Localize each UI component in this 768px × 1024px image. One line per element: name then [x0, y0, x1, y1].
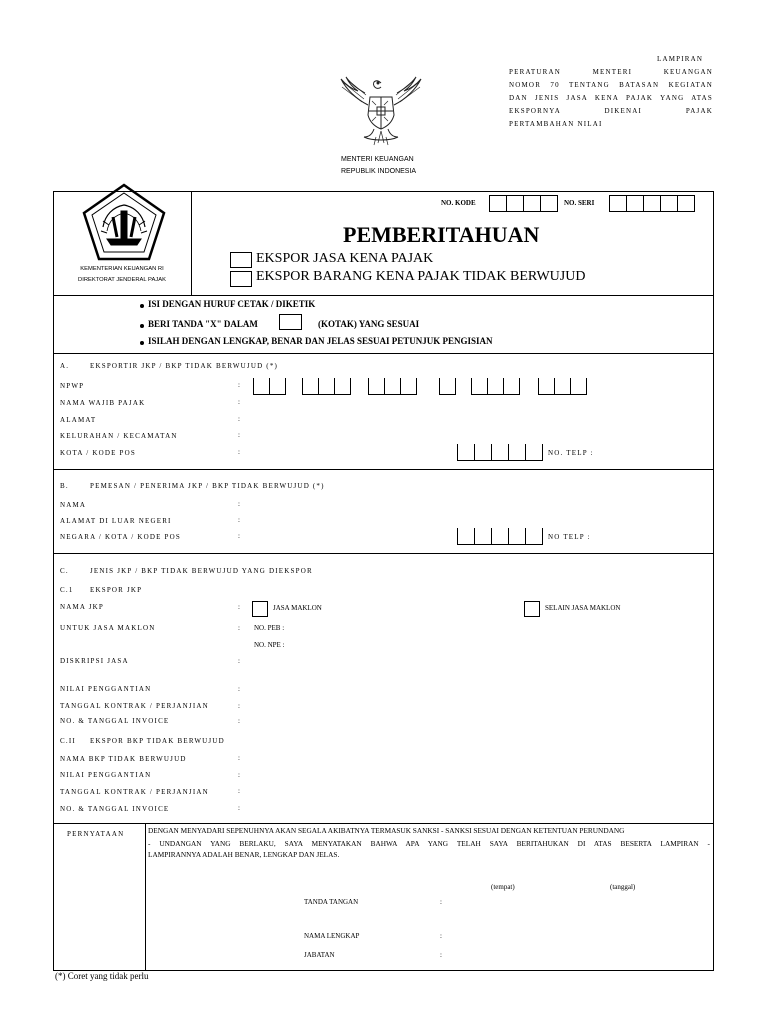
npwp-digit-box[interactable] [253, 378, 270, 395]
kode-pos-digit-box[interactable] [491, 528, 509, 545]
colon: : [238, 624, 240, 632]
tanggal-label: (tanggal) [610, 883, 636, 891]
colon: : [238, 717, 240, 725]
divider-section-b [53, 553, 714, 554]
field-label-npwp: NPWP [60, 382, 85, 390]
garuda-emblem-icon [338, 75, 424, 147]
npwp-digit-box[interactable] [471, 378, 488, 395]
bullet-icon [140, 304, 144, 308]
no-seri-digit-box[interactable] [643, 195, 661, 212]
agency-line-2: DIREKTORAT JENDERAL PAJAK [78, 277, 166, 283]
colon: : [238, 381, 240, 389]
npwp-digit-box[interactable] [368, 378, 385, 395]
pernyataan-line-2: - UNDANGAN YANG BERLAKU, SAYA MENYATAKAN BAHWA APA YANG TELAH SAYA BERITAHUKAN DI ATAS BESERTA LAMPIRAN - [148, 839, 710, 848]
pernyataan-divider [145, 823, 146, 971]
colon: : [238, 500, 240, 508]
section-a-letter: A. [60, 362, 70, 370]
npwp-digit-box[interactable] [570, 378, 587, 395]
instruction-3: ISILAH DENGAN LENGKAP, BENAR DAN JELAS SESUAI PETUNJUK PENGISIAN [148, 336, 493, 346]
pernyataan-line-1: DENGAN MENYADARI SEPENUHNYA AKAN SEGALA AKIBATNYA TERMASUK SANKSI - SANKSI SESUAI DENGAN KETENTUAN PERUNDANG [148, 826, 625, 835]
colon: : [238, 657, 240, 665]
npwp-digit-box[interactable] [439, 378, 456, 395]
logo-divider [191, 191, 192, 295]
colon: : [440, 951, 442, 959]
npwp-digit-box[interactable] [269, 378, 286, 395]
c1-code: C.1 [60, 586, 74, 594]
section-c-title: JENIS JKP / BKP TIDAK BERWUJUD YANG DIEKSPOR [90, 567, 313, 575]
colon: : [238, 431, 240, 439]
field-label-nilai-penggantian: NILAI PENGGANTIAN [60, 685, 152, 693]
kode-pos-digit-box[interactable] [491, 444, 509, 461]
no-npe-label: NO. NPE : [254, 641, 285, 649]
colon: : [238, 804, 240, 812]
npwp-digit-box[interactable] [538, 378, 555, 395]
colon: : [238, 603, 240, 611]
section-b-letter: B. [60, 482, 69, 490]
regulation-line-3: DAN JENIS JASA KENA PAJAK YANG ATAS [509, 94, 713, 102]
selain-jasa-maklon-label: SELAIN JASA MAKLON [545, 604, 621, 612]
pernyataan-label: PERNYATAAN [67, 830, 125, 838]
field-label-nama: NAMA [60, 501, 87, 509]
jabatan-label: JABATAN [304, 951, 335, 959]
agency-line-1: KEMENTERIAN KEUANGAN RI [80, 266, 164, 272]
npwp-digit-box[interactable] [384, 378, 401, 395]
colon: : [238, 516, 240, 524]
instruction-1: ISI DENGAN HURUF CETAK / DIKETIK [148, 299, 316, 309]
instruction-2a: BERI TANDA "X" DALAM [148, 319, 258, 329]
colon: : [440, 932, 442, 940]
kemenkeu-logo-icon [79, 181, 169, 263]
colon: : [238, 685, 240, 693]
colon: : [238, 771, 240, 779]
npwp-digit-box[interactable] [318, 378, 335, 395]
kode-pos-digit-box[interactable] [474, 528, 492, 545]
divider-header [53, 295, 714, 296]
page-title: PEMBERITAHUAN [343, 222, 540, 247]
field-label-negara: NEGARA / KOTA / KODE POS [60, 533, 181, 541]
checkbox-ekspor-jkp[interactable] [230, 252, 252, 268]
no-seri-digit-box[interactable] [626, 195, 644, 212]
bullet-icon [140, 324, 144, 328]
checkbox-jasa-maklon[interactable] [252, 601, 268, 617]
regulation-line-1: PERATURAN MENTERI KEUANGAN [509, 68, 713, 76]
field-label-deskripsi-jasa: DISKRIPSI JASA [60, 657, 129, 665]
example-box [279, 314, 302, 330]
field-label-nilai-penggantian-2: NILAI PENGGANTIAN [60, 771, 152, 779]
kode-pos-digit-box[interactable] [457, 528, 475, 545]
field-label-invoice-2: NO. & TANGGAL INVOICE [60, 805, 170, 813]
colon: : [238, 415, 240, 423]
c2-title: EKSPOR BKP TIDAK BERWUJUD [90, 737, 225, 745]
section-c-letter: C. [60, 567, 69, 575]
section-b-title: PEMESAN / PENERIMA JKP / BKP TIDAK BERWUJUD (*) [90, 482, 325, 490]
field-label-nama-jkp: NAMA JKP [60, 603, 105, 611]
no-seri-digit-box[interactable] [609, 195, 627, 212]
bullet-icon [140, 341, 144, 345]
no-kode-digit-box[interactable] [523, 195, 541, 212]
no-kode-digit-box[interactable] [489, 195, 507, 212]
kode-pos-digit-box[interactable] [474, 444, 492, 461]
c1-title: EKSPOR JKP [90, 586, 143, 594]
field-label-tanggal-kontrak: TANGGAL KONTRAK / PERJANJIAN [60, 702, 209, 710]
colon: : [238, 448, 240, 456]
no-seri-digit-box[interactable] [660, 195, 678, 212]
kode-pos-digit-box[interactable] [508, 444, 526, 461]
regulation-line-5: PERTAMBAHAN NILAI [509, 120, 603, 128]
npwp-digit-box[interactable] [503, 378, 520, 395]
npwp-digit-box[interactable] [334, 378, 351, 395]
colon: : [238, 398, 240, 406]
checkbox-ekspor-bkp[interactable] [230, 271, 252, 287]
pernyataan-line-3: LAMPIRANNYA ADALAH BENAR, LENGKAP DAN JELAS. [148, 850, 340, 859]
colon: : [238, 787, 240, 795]
footnote: (*) Coret yang tidak perlu [55, 971, 149, 981]
tempat-label: (tempat) [491, 883, 515, 891]
no-kode-label: NO. KODE [441, 199, 476, 207]
minister-line-1: MENTERI KEUANGAN [341, 156, 414, 163]
lampiran-label: LAMPIRAN [657, 55, 704, 63]
npwp-digit-box[interactable] [487, 378, 504, 395]
npwp-digit-box[interactable] [400, 378, 417, 395]
kode-pos-digit-box[interactable] [508, 528, 526, 545]
kode-pos-digit-box[interactable] [457, 444, 475, 461]
divider-section-a [53, 469, 714, 470]
nama-lengkap-label: NAMA LENGKAP [304, 932, 360, 940]
kode-pos-digit-box[interactable] [525, 444, 543, 461]
field-label-nama-wajib-pajak: NAMA WAJIB PAJAK [60, 399, 146, 407]
checkbox-selain-jasa-maklon[interactable] [524, 601, 540, 617]
regulation-line-2: NOMOR 70 TENTANG BATASAN KEGIATAN [509, 81, 713, 89]
field-label-kelurahan: KELURAHAN / KECAMATAN [60, 432, 178, 440]
option-ekspor-jkp: EKSPOR JASA KENA PAJAK [256, 251, 434, 266]
colon: : [238, 702, 240, 710]
colon: : [238, 532, 240, 540]
no-kode-digit-box[interactable] [540, 195, 558, 212]
no-peb-label: NO. PEB : [254, 624, 285, 632]
regulation-line-4: EKSPORNYA DIKENAI PAJAK [509, 107, 713, 115]
field-label-alamat: ALAMAT [60, 416, 97, 424]
instruction-2b: (KOTAK) YANG SESUAI [318, 319, 420, 329]
field-label-tanggal-kontrak-2: TANGGAL KONTRAK / PERJANJIAN [60, 788, 209, 796]
divider-section-c [53, 823, 714, 824]
kode-pos-digit-box[interactable] [525, 528, 543, 545]
no-telp-label: NO TELP : [548, 533, 591, 541]
section-a-title: EKSPORTIR JKP / BKP TIDAK BERWUJUD (*) [90, 362, 279, 370]
no-kode-digit-box[interactable] [506, 195, 524, 212]
colon: : [238, 754, 240, 762]
field-label-nama-bkp: NAMA BKP TIDAK BERWUJUD [60, 755, 187, 763]
field-label-untuk-jasa-maklon: UNTUK JASA MAKLON [60, 624, 156, 632]
no-seri-digit-box[interactable] [677, 195, 695, 212]
option-ekspor-bkp: EKSPOR BARANG KENA PAJAK TIDAK BERWUJUD [256, 269, 586, 284]
field-label-invoice: NO. & TANGGAL INVOICE [60, 717, 170, 725]
tanda-tangan-label: TANDA TANGAN [304, 898, 359, 906]
no-telp-label: NO. TELP : [548, 449, 594, 457]
divider-instructions [53, 353, 714, 354]
no-seri-label: NO. SERI [564, 199, 595, 207]
minister-line-2: REPUBLIK INDONESIA [341, 168, 417, 175]
colon: : [440, 898, 442, 906]
npwp-digit-box[interactable] [554, 378, 571, 395]
c2-code: C.II [60, 737, 76, 745]
jasa-maklon-label: JASA MAKLON [273, 604, 322, 612]
field-label-alamat-luar-negeri: ALAMAT DI LUAR NEGERI [60, 517, 172, 525]
npwp-digit-box[interactable] [302, 378, 319, 395]
field-label-kota: KOTA / KODE POS [60, 449, 136, 457]
